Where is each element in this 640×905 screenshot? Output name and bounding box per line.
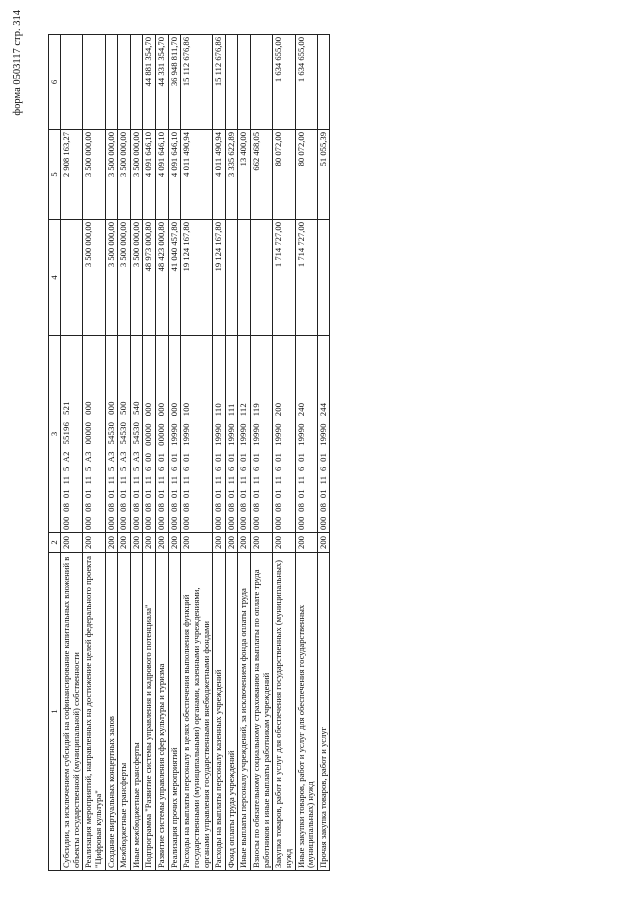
- row-budget-code-cell: 000 08 01 11 6 00 00000 000: [143, 336, 156, 533]
- row-unexecuted-amount-cell: [61, 35, 83, 130]
- table-row: [118, 35, 131, 871]
- row-name-cell: Прочая закупка товаров, работ и услуг: [317, 553, 330, 871]
- row-executed-amount-cell: 3 500 000,00: [118, 130, 131, 220]
- row-unexecuted-amount-cell: 15 112 676,86: [181, 35, 213, 130]
- row-budget-code-cell: 000 08 01 11 5 A2 55196 521: [61, 336, 83, 533]
- row-executed-amount-cell: 4 091 646,10: [168, 130, 181, 220]
- row-name-cell: Иные выплаты персоналу учреждений, за исключением фонда оплаты труда: [238, 553, 251, 871]
- row-budget-code-cell: 000 08 01 11 6 01 19990 200: [273, 336, 295, 533]
- row-budget-code-cell: 000 08 01 11 6 01 19990 110: [213, 336, 226, 533]
- row-name-cell: Подпрограмма "Развитие системы управления и кадрового потенциала": [143, 553, 156, 871]
- table-row: [225, 35, 238, 871]
- table-row: [251, 35, 273, 871]
- row-line-code-cell: 200: [130, 533, 143, 553]
- row-executed-amount-cell: 3 500 000,00: [105, 130, 118, 220]
- row-unexecuted-amount-cell: 15 112 676,86: [213, 35, 226, 130]
- row-line-code-cell: 200: [118, 533, 131, 553]
- row-approved-amount-cell: 19 124 167,80: [181, 220, 213, 336]
- header-cell-3: 3: [49, 336, 61, 533]
- table-row: [61, 35, 83, 871]
- row-budget-code-cell: 000 08 01 11 6 01 00000 000: [156, 336, 169, 533]
- row-line-code-cell: 200: [61, 533, 83, 553]
- row-line-code-cell: 200: [105, 533, 118, 553]
- row-approved-amount-cell: 3 500 000,00: [105, 220, 118, 336]
- row-name-cell: Субсидии, за исключением субсидий на софинансирование капитальных вложений в объекты государственной (муниципальной) собственности: [61, 553, 83, 871]
- row-approved-amount-cell: 41 040 457,80: [168, 220, 181, 336]
- header-cell-5: 5: [49, 130, 61, 220]
- header-cell-1: 1: [49, 553, 61, 871]
- table-row: [105, 35, 118, 871]
- row-line-code-cell: 200: [273, 533, 295, 553]
- row-budget-code-cell: 000 08 01 11 5 A3 54530 000: [105, 336, 118, 533]
- row-name-cell: Расходы на выплаты персоналу казенных учреждений: [213, 553, 226, 871]
- row-line-code-cell: 200: [238, 533, 251, 553]
- row-unexecuted-amount-cell: [238, 35, 251, 130]
- header-cell-4: 4: [49, 220, 61, 336]
- row-unexecuted-amount-cell: [130, 35, 143, 130]
- table-row: [143, 35, 156, 871]
- row-budget-code-cell: 000 08 01 11 5 A3 54530 540: [130, 336, 143, 533]
- row-executed-amount-cell: 80 072,00: [295, 130, 317, 220]
- row-executed-amount-cell: 4 091 646,10: [156, 130, 169, 220]
- row-approved-amount-cell: 48 423 000,80: [156, 220, 169, 336]
- row-executed-amount-cell: 13 400,00: [238, 130, 251, 220]
- table-row: [273, 35, 295, 871]
- form-number-note: форма 0503117 стр. 314: [12, 10, 23, 116]
- row-unexecuted-amount-cell: [251, 35, 273, 130]
- row-approved-amount-cell: [317, 220, 330, 336]
- table-row: [168, 35, 181, 871]
- row-approved-amount-cell: 19 124 167,80: [213, 220, 226, 336]
- row-budget-code-cell: 000 08 01 11 6 01 19990 240: [295, 336, 317, 533]
- header-cell-2: 2: [49, 533, 61, 553]
- expenditure-table: [48, 34, 330, 871]
- row-line-code-cell: 200: [295, 533, 317, 553]
- row-unexecuted-amount-cell: [105, 35, 118, 130]
- row-line-code-cell: 200: [317, 533, 330, 553]
- row-executed-amount-cell: 662 468,05: [251, 130, 273, 220]
- row-budget-code-cell: 000 08 01 11 6 01 19990 100: [181, 336, 213, 533]
- row-budget-code-cell: 000 08 01 11 6 01 19990 000: [168, 336, 181, 533]
- row-name-cell: Межбюджетные трансферты: [118, 553, 131, 871]
- row-line-code-cell: 200: [181, 533, 213, 553]
- row-name-cell: Иные закупки товаров, работ и услуг для обеспечения государственных (муниципальных) нужд: [295, 553, 317, 871]
- table-row: [83, 35, 105, 871]
- row-name-cell: Расходы на выплаты персоналу в целях обеспечения выполнения функций государственными (муниципальными) органами, казенными учреждениями, органами управления государственными внебюджетными фондами: [181, 553, 213, 871]
- row-approved-amount-cell: 48 973 000,80: [143, 220, 156, 336]
- row-unexecuted-amount-cell: 1 634 655,00: [273, 35, 295, 130]
- row-name-cell: Реализация прочих мероприятий: [168, 553, 181, 871]
- row-name-cell: Закупка товаров, работ и услуг для обеспечения государственных (муниципальных) нужд: [273, 553, 295, 871]
- row-executed-amount-cell: 3 500 000,00: [130, 130, 143, 220]
- row-budget-code-cell: 000 08 01 11 6 01 19990 119: [251, 336, 273, 533]
- row-approved-amount-cell: 1 714 727,00: [295, 220, 317, 336]
- row-line-code-cell: 200: [213, 533, 226, 553]
- row-approved-amount-cell: [251, 220, 273, 336]
- row-name-cell: Создание виртуальных концертных залов: [105, 553, 118, 871]
- row-unexecuted-amount-cell: 44 881 354,70: [143, 35, 156, 130]
- row-unexecuted-amount-cell: [83, 35, 105, 130]
- table-row: [130, 35, 143, 871]
- row-executed-amount-cell: 3 335 622,89: [225, 130, 238, 220]
- row-unexecuted-amount-cell: 1 634 655,00: [295, 35, 317, 130]
- row-budget-code-cell: 000 08 01 11 6 01 19990 244: [317, 336, 330, 533]
- row-line-code-cell: 200: [83, 533, 105, 553]
- row-unexecuted-amount-cell: [118, 35, 131, 130]
- row-approved-amount-cell: [225, 220, 238, 336]
- row-line-code-cell: 200: [168, 533, 181, 553]
- header-row: [49, 35, 61, 871]
- row-approved-amount-cell: 3 500 000,00: [130, 220, 143, 336]
- row-unexecuted-amount-cell: 44 331 354,70: [156, 35, 169, 130]
- row-budget-code-cell: 000 08 01 11 6 01 19990 112: [238, 336, 251, 533]
- row-line-code-cell: 200: [143, 533, 156, 553]
- row-unexecuted-amount-cell: [317, 35, 330, 130]
- row-executed-amount-cell: 3 500 000,00: [83, 130, 105, 220]
- row-budget-code-cell: 000 08 01 11 6 01 19990 111: [225, 336, 238, 533]
- table-body: [61, 35, 330, 871]
- row-executed-amount-cell: 80 072,00: [273, 130, 295, 220]
- row-approved-amount-cell: 3 500 000,00: [83, 220, 105, 336]
- row-name-cell: Реализация мероприятий, направленных на достижение целей федерального проекта "Цифровая культура": [83, 553, 105, 871]
- row-approved-amount-cell: [61, 220, 83, 336]
- row-unexecuted-amount-cell: [225, 35, 238, 130]
- row-name-cell: Фонд оплаты труда учреждений: [225, 553, 238, 871]
- row-executed-amount-cell: 4 011 490,94: [213, 130, 226, 220]
- row-executed-amount-cell: 51 055,39: [317, 130, 330, 220]
- row-name-cell: Иные межбюджетные трансферты: [130, 553, 143, 871]
- row-executed-amount-cell: 4 091 646,10: [143, 130, 156, 220]
- table-row: [213, 35, 226, 871]
- row-approved-amount-cell: 1 714 727,00: [273, 220, 295, 336]
- table-row: [317, 35, 330, 871]
- row-line-code-cell: 200: [156, 533, 169, 553]
- row-executed-amount-cell: 4 011 490,94: [181, 130, 213, 220]
- row-budget-code-cell: 000 08 01 11 5 A3 54530 500: [118, 336, 131, 533]
- row-approved-amount-cell: [238, 220, 251, 336]
- table-row: [295, 35, 317, 871]
- row-line-code-cell: 200: [251, 533, 273, 553]
- table-row: [156, 35, 169, 871]
- table-row: [181, 35, 213, 871]
- header-cell-6: 6: [49, 35, 61, 130]
- table-row: [238, 35, 251, 871]
- row-line-code-cell: 200: [225, 533, 238, 553]
- row-name-cell: Развитие системы управления сфер культуры и туризма: [156, 553, 169, 871]
- row-unexecuted-amount-cell: 36 948 811,70: [168, 35, 181, 130]
- row-approved-amount-cell: 3 500 000,00: [118, 220, 131, 336]
- row-executed-amount-cell: 2 908 163,27: [61, 130, 83, 220]
- row-budget-code-cell: 000 08 01 11 5 A3 00000 000: [83, 336, 105, 533]
- row-name-cell: Взносы по обязательному социальному страхованию на выплаты по оплате труда работников и иные выплаты работникам учреждений: [251, 553, 273, 871]
